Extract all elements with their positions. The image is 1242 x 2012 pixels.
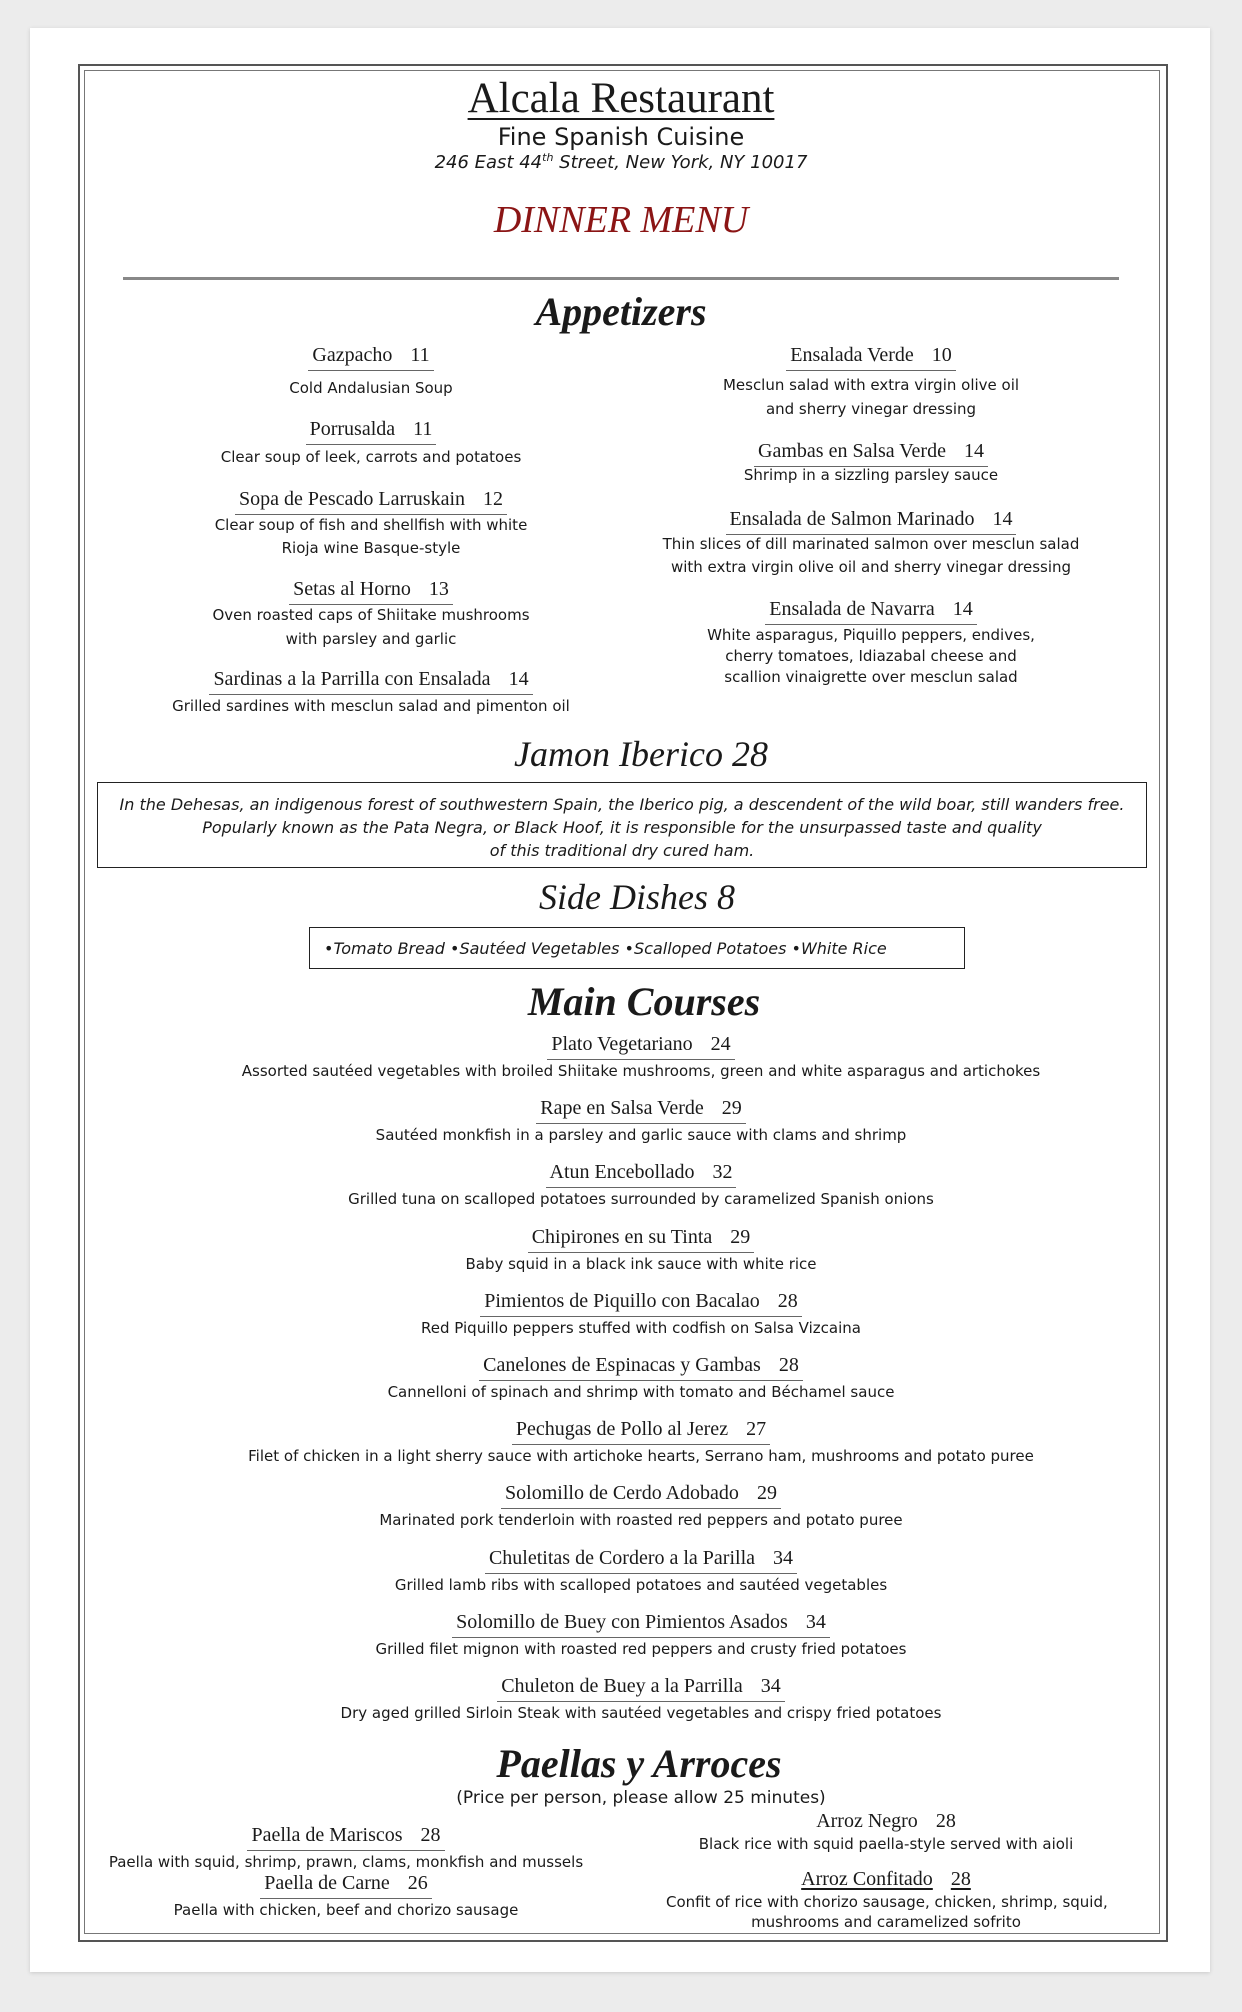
menu-item — [646, 508, 1096, 535]
menu-item — [0, 1482, 1242, 1509]
item-description: Cold Andalusian Soup — [289, 379, 453, 397]
item-description: Filet of chicken in a light sherry sauce with artichoke hearts, Serrano ham, mushrooms and potato puree — [248, 1447, 1034, 1465]
menu-item — [0, 1033, 1242, 1060]
item-name: Ensalada de Navarra — [769, 598, 935, 620]
paellas-note: (Price per person, please allow 25 minutes) — [456, 1788, 826, 1808]
item-price: 10 — [931, 344, 952, 366]
paellas-heading: Paellas y Arroces — [496, 1741, 782, 1786]
menu-item — [0, 1097, 1242, 1124]
item-name: Gambas en Salsa Verde — [758, 440, 946, 462]
menu-item — [0, 1226, 1242, 1253]
item-description: Paella with chicken, beef and chorizo sausage — [173, 1901, 519, 1919]
item-price: 28 — [950, 1868, 971, 1890]
item-name: Ensalada Verde — [790, 344, 914, 366]
item-description: Grilled lamb ribs with scalloped potatoes and sautéed vegetables — [394, 1576, 888, 1594]
menu-item — [0, 1161, 1242, 1188]
item-price: 26 — [407, 1872, 428, 1894]
item-description: Cannelloni of spinach and shrimp with tomato and Béchamel sauce — [387, 1383, 895, 1401]
item-name: Canelones de Espinacas y Gambas — [483, 1354, 761, 1376]
menu-item — [686, 1868, 1086, 1891]
menu-item — [666, 598, 1076, 625]
menu-item — [686, 1810, 1086, 1833]
item-description: Thin slices of dill marinated salmon over mesclun salad — [662, 535, 1080, 553]
item-name: Atun Encebollado — [549, 1161, 695, 1183]
item-price: 28 — [420, 1824, 441, 1846]
jamon-heading: Jamon Iberico 28 — [514, 734, 768, 774]
item-name: Gazpacho — [312, 344, 393, 366]
menu-item — [0, 1290, 1242, 1317]
item-price: 11 — [410, 344, 430, 366]
item-name: Solomillo de Buey con Pimientos Asados — [456, 1611, 788, 1633]
item-price: 13 — [428, 578, 449, 600]
item-price: 34 — [805, 1611, 826, 1633]
item-name: Porrusalda — [309, 418, 396, 440]
main-courses-heading: Main Courses — [527, 979, 761, 1024]
header-divider — [123, 277, 1119, 280]
item-description: Mesclun salad with extra virgin olive oil — [722, 376, 1020, 394]
item-description: Sautéed monkfish in a parsley and garlic sauce with clams and shrimp — [375, 1126, 907, 1144]
item-description: Grilled filet mignon with roasted red peppers and crusty fried potatoes — [375, 1640, 907, 1658]
item-description: Confit of rice with chorizo sausage, chicken, shrimp, squid, — [666, 1893, 1108, 1911]
item-description: mushrooms and caramelized sofrito — [751, 1913, 1021, 1931]
item-name: Chipirones en su Tinta — [531, 1226, 713, 1248]
item-name: Sardinas a la Parrilla con Ensalada — [213, 668, 491, 690]
item-price: 32 — [712, 1161, 733, 1183]
item-description: Black rice with squid paella-style served with aioli — [698, 1835, 1074, 1853]
item-name: Pechugas de Pollo al Jerez — [515, 1418, 729, 1440]
jamon-text-line: In the Dehesas, an indigenous forest of southwestern Spain, the Iberico pig, a descendent of the wild boar, still wanders free. — [119, 795, 1125, 814]
item-description: Grilled tuna on scalloped potatoes surrounded by caramelized Spanish onions — [348, 1190, 934, 1208]
item-description: Red Piquillo peppers stuffed with codfish on Salsa Vizcaina — [421, 1319, 861, 1337]
item-description: Marinated pork tenderloin with roasted red peppers and potato puree — [379, 1511, 903, 1529]
menu-item — [666, 344, 1076, 371]
item-price: 14 — [952, 598, 973, 620]
item-description: Clear soup of leek, carrots and potatoes — [220, 448, 522, 466]
menu-item — [186, 418, 556, 445]
item-price: 14 — [992, 508, 1013, 530]
item-price: 28 — [778, 1354, 799, 1376]
menu-item — [0, 1354, 1242, 1381]
item-name: Setas al Horno — [293, 578, 411, 600]
address: 246 East 44th Street, New York, NY 10017 — [434, 151, 808, 173]
item-name: Arroz Negro — [816, 1810, 918, 1832]
item-price: 29 — [730, 1226, 751, 1248]
item-description: Clear soup of fish and shellfish with white — [214, 516, 528, 534]
side-dishes-list: •Tomato Bread •Sautéed Vegetables •Scalloped Potatoes •White Rice — [324, 939, 887, 958]
item-price: 14 — [508, 668, 529, 690]
jamon-description-box — [97, 782, 1147, 868]
item-price: 34 — [760, 1675, 781, 1697]
item-description: scallion vinaigrette over mesclun salad — [724, 668, 1018, 686]
item-description: with parsley and garlic — [285, 630, 457, 648]
item-price: 27 — [746, 1418, 767, 1440]
menu-item — [666, 440, 1076, 467]
item-description: Baby squid in a black ink sauce with white rice — [465, 1255, 817, 1273]
side-dishes-heading: Side Dishes 8 — [539, 877, 735, 917]
item-name: Chuleton de Buey a la Parrilla — [501, 1675, 743, 1697]
item-description: and sherry vinegar dressing — [765, 400, 977, 418]
item-description: Assorted sautéed vegetables with broiled Shiitake mushrooms, green and white asparagus and artichokes — [241, 1062, 1041, 1080]
item-description: with extra virgin olive oil and sherry vinegar dressing — [670, 558, 1072, 576]
item-price: 11 — [413, 418, 433, 440]
menu-item — [0, 1418, 1242, 1445]
item-description: Paella with squid, shrimp, prawn, clams, monkfish and mussels — [108, 1853, 584, 1871]
item-description: Oven roasted caps of Shiitake mushrooms — [212, 606, 530, 624]
item-description: Grilled sardines with mesclun salad and pimenton oil — [172, 697, 570, 715]
item-name: Plato Vegetariano — [551, 1033, 693, 1055]
menu-item — [146, 668, 596, 695]
item-price: 29 — [756, 1482, 777, 1504]
appetizers-heading: Appetizers — [535, 289, 707, 334]
item-name: Ensalada de Salmon Marinado — [729, 508, 975, 530]
item-price: 24 — [710, 1033, 731, 1055]
tagline: Fine Spanish Cuisine — [497, 123, 745, 151]
item-name: Rape en Salsa Verde — [540, 1097, 704, 1119]
jamon-text-line: of this traditional dry cured ham. — [489, 841, 755, 860]
item-description: Dry aged grilled Sirloin Steak with sautéed vegetables and crispy fried potatoes — [340, 1704, 942, 1722]
item-price: 12 — [483, 488, 504, 510]
item-price: 28 — [935, 1810, 956, 1832]
menu-item — [156, 488, 586, 515]
menu-item — [0, 1675, 1242, 1702]
item-description: Shrimp in a sizzling parsley sauce — [743, 466, 999, 484]
item-description: White asparagus, Piquillo peppers, endives, — [707, 626, 1035, 644]
menu-item — [186, 344, 556, 371]
side-dishes-box — [309, 927, 965, 969]
menu-item — [186, 578, 556, 605]
item-name: Paella de Carne — [264, 1872, 390, 1894]
item-price: 14 — [963, 440, 984, 462]
menu-item — [146, 1824, 546, 1851]
item-name: Pimientos de Piquillo con Bacalao — [484, 1290, 760, 1312]
item-name: Paella de Mariscos — [251, 1824, 403, 1846]
restaurant-name: Alcala Restaurant — [467, 75, 775, 122]
item-price: 29 — [721, 1097, 742, 1119]
item-price: 34 — [773, 1547, 794, 1569]
menu-title: DINNER MENU — [493, 199, 749, 241]
menu-item — [0, 1547, 1242, 1574]
item-name: Chuletitas de Cordero a la Parilla — [488, 1547, 756, 1569]
item-name: Sopa de Pescado Larruskain — [238, 488, 466, 510]
menu-item — [0, 1611, 1242, 1638]
item-description: Rioja wine Basque-style — [281, 539, 461, 557]
item-name: Arroz Confitado — [801, 1868, 933, 1890]
jamon-text-line: Popularly known as the Pata Negra, or Black Hoof, it is responsible for the unsurpassed taste and quality — [202, 818, 1042, 837]
menu-item — [146, 1872, 546, 1899]
item-name: Solomillo de Cerdo Adobado — [505, 1482, 739, 1504]
item-description: cherry tomatoes, Idiazabal cheese and — [725, 647, 1017, 665]
item-price: 28 — [777, 1290, 798, 1312]
